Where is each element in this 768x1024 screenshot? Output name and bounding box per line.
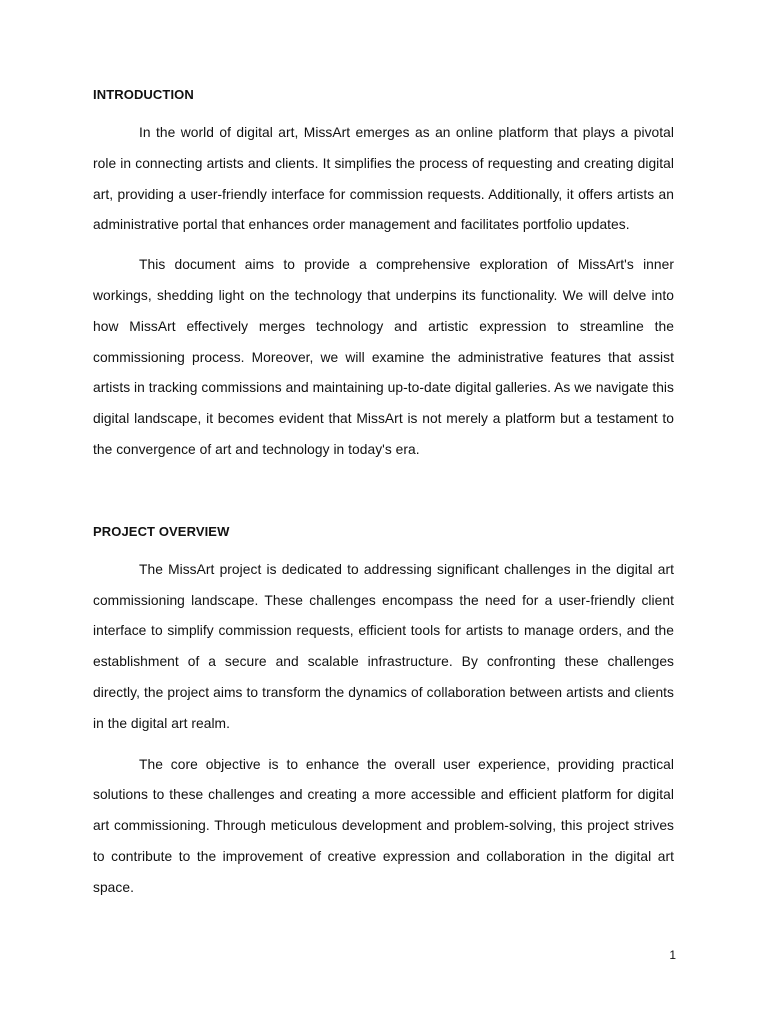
- introduction-paragraph-2: This document aims to provide a comprehensive exploration of MissArt's inner workings, shedding light on the technology that underpins its functionality. We will delve into how MissArt effectively merges technology and artistic expression to streamline the commissioning process. Moreover, we will examine the administrative features that assist artists in tracking commissions and maintaining up-to-date digital galleries. As we navigate this digital landscape, it becomes evident that MissArt is not merely a platform but a testament to the convergence of art and technology in today's era.: [93, 257, 674, 457]
- project-overview-paragraph-2: The core objective is to enhance the overall user experience, providing practical solutions to these challenges and creating a more accessible and efficient platform for digital art commissioning. Through meticulous development and problem-solving, this project strives to contribute to the improvement of creative expression and collaboration in the digital art space.: [93, 756, 674, 895]
- page-number: 1: [669, 948, 676, 962]
- introduction-paragraph-1: In the world of digital art, MissArt emerges as an online platform that plays a pivotal role in connecting artists and clients. It simplifies the process of requesting and creating digital art, providing a user-friendly interface for commission requests. Additionally, it offers artists an administrative portal that enhances order management and facilitates portfolio updates.: [93, 125, 674, 233]
- section-heading-introduction: INTRODUCTION: [93, 87, 194, 102]
- project-overview-paragraph-1: The MissArt project is dedicated to addressing significant challenges in the digital art commissioning landscape. These challenges encompass the need for a user-friendly client interface to simplify commission requests, efficient tools for artists to manage orders, and the establishment of a secure and scalable infrastructure. By confronting these challenges directly, the project aims to transform the dynamics of collaboration between artists and clients in the digital art realm.: [93, 561, 674, 731]
- page-content: [93, 87, 674, 904]
- section-heading-project-overview: PROJECT OVERVIEW: [93, 523, 230, 539]
